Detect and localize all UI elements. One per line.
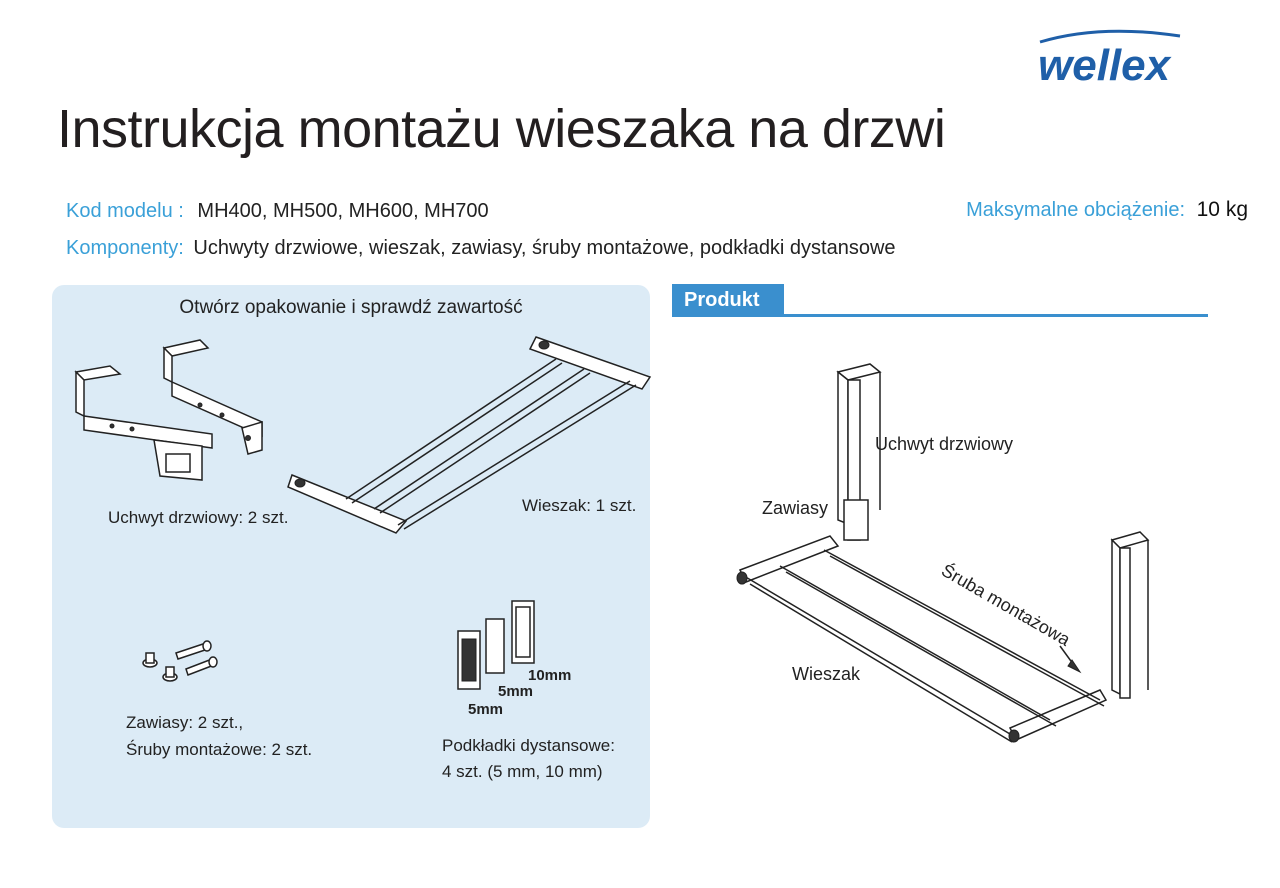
logo-text: wellex bbox=[1038, 41, 1171, 90]
product-label-hinges: Zawiasy bbox=[762, 498, 829, 518]
model-value: MH400, MH500, MH600, MH700 bbox=[197, 200, 489, 222]
spacer-size-c: 10mm bbox=[528, 667, 572, 684]
components-value: Uchwyty drzwiowe, wieszak, zawiasy, śruby montażowe, podkładki dystansowe bbox=[193, 237, 896, 259]
product-label-screw: Śruba montażowa bbox=[938, 560, 1074, 650]
page-title: Instrukcja montażu wieszaka na drzwi bbox=[57, 99, 946, 159]
screws-label: Śruby montażowe: 2 szt. bbox=[126, 740, 313, 759]
wellex-logo bbox=[1030, 22, 1190, 92]
hinges-label: Zawiasy: 2 szt., bbox=[126, 713, 244, 732]
spacers-quantity: 4 szt. (5 mm, 10 mm) bbox=[442, 762, 603, 781]
door-holder-illustration bbox=[72, 330, 302, 480]
max-load-label: Maksymalne obciążenie: bbox=[966, 199, 1186, 221]
spacer-size-b: 5mm bbox=[498, 683, 534, 700]
components-label: Komponenty: bbox=[66, 237, 184, 259]
max-load bbox=[966, 198, 1248, 222]
panel-caption: Otwórz opakowanie i sprawdź zawartość bbox=[179, 297, 523, 318]
model-row bbox=[66, 200, 489, 223]
door-holder-label: Uchwyt drzwiowy: 2 szt. bbox=[108, 508, 289, 527]
max-load-value: 10 kg bbox=[1196, 198, 1248, 221]
contents-panel bbox=[52, 285, 650, 828]
product-label-hanger: Wieszak bbox=[792, 664, 861, 684]
produkt-divider bbox=[672, 314, 1208, 317]
spacer-size-a: 5mm bbox=[468, 701, 504, 718]
product-label-door-holder: Uchwyt drzwiowy bbox=[875, 434, 1014, 454]
hanger-label: Wieszak: 1 szt. bbox=[522, 496, 637, 515]
model-label: Kod modelu : bbox=[66, 200, 184, 222]
hinges-screws-illustration bbox=[136, 635, 236, 685]
product-illustration bbox=[720, 360, 1170, 760]
spacers-label: Podkładki dystansowe: bbox=[442, 736, 615, 755]
tab-produkt: Produkt bbox=[672, 284, 784, 317]
components-row bbox=[66, 237, 896, 260]
